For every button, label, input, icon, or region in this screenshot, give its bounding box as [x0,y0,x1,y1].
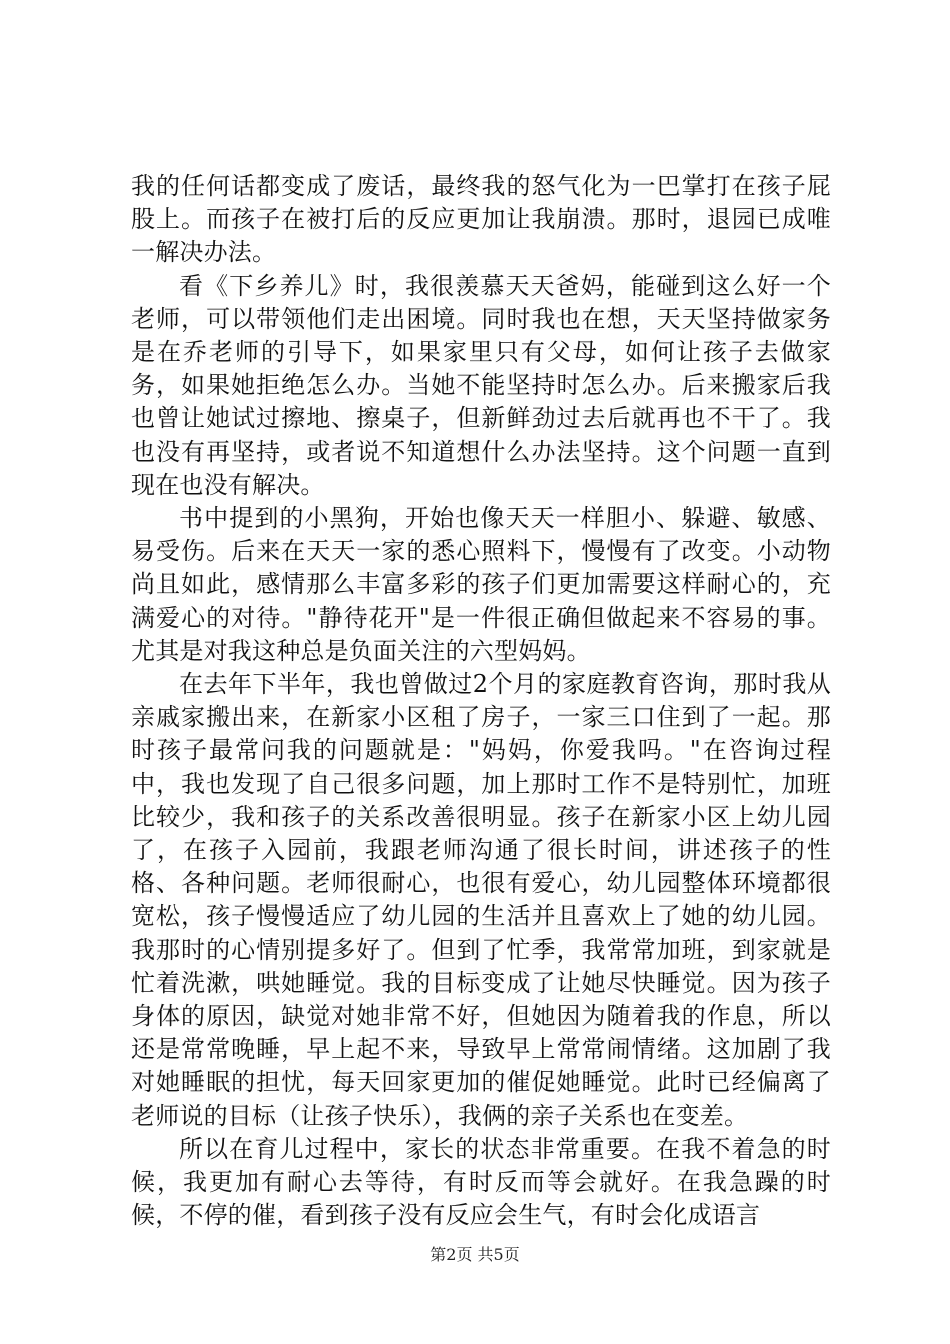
paragraph-2: 看《下乡养儿》时，我很羡慕天天爸妈，能碰到这么好一个老师，可以带领他们走出困境。同时我也在想，天天坚持做家务是在乔老师的引导下，如果家里只有父母，如何让孩子去做家务，如果她拒绝怎么办。当她不能坚持时怎么办。后来搬家后我也曾让她试过擦地、擦桌子，但新鲜劲过去后就再也不干了。我也没有再坚持，或者说不知道想什么办法坚持。这个问题一直到现在也没有解决。 [131,271,831,499]
paragraph-4: 在去年下半年，我也曾做过2个月的家庭教育咨询，那时我从亲戚家搬出来，在新家小区租了房子，一家三口住到了一起。那时孩子最常问我的问题就是："妈妈，你爱我吗。"在咨询过程中，我也发现了自己很多问题，加上那时工作不是特别忙，加班比较少，我和孩子的关系改善很明显。孩子在新家小区上幼儿园了，在孩子入园前，我跟老师沟通了很长时间，讲述孩子的性格、各种问题。老师很耐心，也很有爱心，幼儿园整体环境都很宽松，孩子慢慢适应了幼儿园的生活并且喜欢上了她的幼儿园。我那时的心情别提多好了。但到了忙季，我常常加班，到家就是忙着洗漱，哄她睡觉。我的目标变成了让她尽快睡觉。因为孩子身体的原因，缺觉对她非常不好，但她因为随着我的作息，所以还是常常晚睡，早上起不来，导致早上常常闹情绪。这加剧了我对她睡眠的担忧，每天回家更加的催促她睡觉。此时已经偏离了老师说的目标（让孩子快乐），我俩的亲子关系也在变差。 [131,670,831,1130]
paragraph-3: 书中提到的小黑狗，开始也像天天一样胆小、躲避、敏感、易受伤。后来在天天一家的悉心照料下，慢慢有了改变。小动物尚且如此，感情那么丰富多彩的孩子们更加需要这样耐心的，充满爱心的对待。"静待花开"是一件很正确但做起来不容易的事。尤其是对我这种总是负面关注的六型妈妈。 [131,504,831,665]
document-body [131,170,831,1233]
page-footer: 第2页 共5页 [430,1245,520,1264]
paragraph-1: 我的任何话都变成了废话，最终我的怒气化为一巴掌打在孩子屁股上。而孩子在被打后的反应更加让我崩溃。那时，退园已成唯一解决办法。 [131,172,831,267]
paragraph-5: 所以在育儿过程中，家长的状态非常重要。在我不着急的时候，我更加有耐心去等待，有时反而等会就好。在我急躁的时候，不停的催，看到孩子没有反应会生气，有时会化成语言 [131,1134,831,1230]
